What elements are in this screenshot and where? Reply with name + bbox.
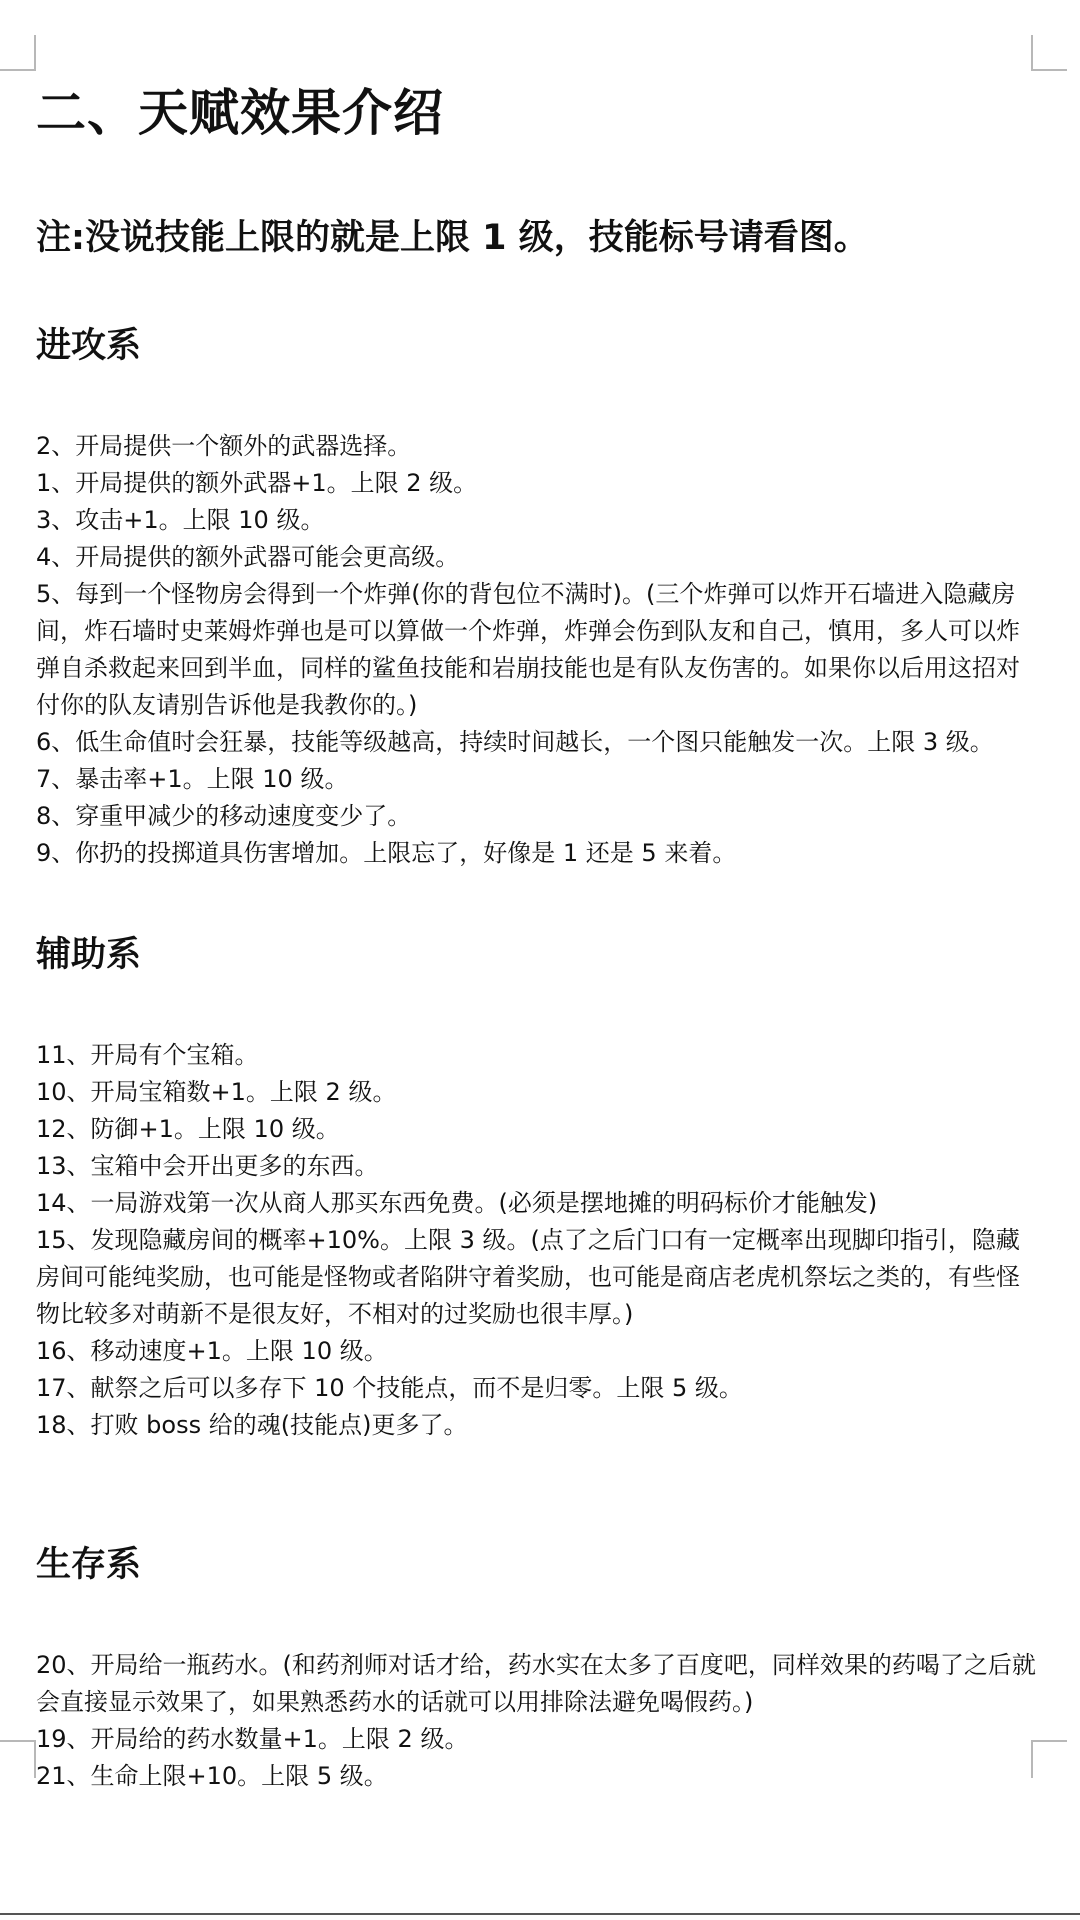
list-item: 4、开局提供的额外武器可能会更高级。: [36, 543, 460, 571]
list-item: 18、打败 boss 给的魂(技能点)更多了。: [36, 1411, 468, 1439]
section-offense: [36, 321, 1042, 872]
list-item: 1、开局提供的额外武器+1。上限 2 级。: [36, 469, 478, 497]
list-item: 12、防御+1。上限 10 级。: [36, 1115, 340, 1143]
crop-mark-top-right: [1031, 35, 1067, 71]
note-text: 注:没说技能上限的就是上限 1 级，技能标号请看图。: [36, 218, 869, 258]
list-item: 9、你扔的投掷道具伤害增加。上限忘了，好像是 1 还是 5 来着。: [36, 839, 737, 867]
talent-list: [36, 1037, 1042, 1444]
page-title: 二、天赋效果介绍: [36, 84, 444, 142]
list-item: 5、每到一个怪物房会得到一个炸弹(你的背包位不满时)。(三个炸弹可以炸开石墙进入隐藏房间，炸石墙时史莱姆炸弹也是可以算做一个炸弹，炸弹会伤到队友和自己，慎用，多人可以炸弹自杀救起来回到半血，同样的鲨鱼技能和岩崩技能也是有队友伤害的。如果你以后用这招对付你的队友请别告诉他是我教你的。): [36, 580, 1020, 719]
talent-list: [36, 1647, 1042, 1795]
list-item: 21、生命上限+10。上限 5 级。: [36, 1762, 388, 1790]
list-item: 13、宝箱中会开出更多的东西。: [36, 1152, 379, 1180]
list-item: 17、献祭之后可以多存下 10 个技能点，而不是归零。上限 5 级。: [36, 1374, 743, 1402]
list-item: 6、低生命值时会狂暴，技能等级越高，持续时间越长，一个图只能触发一次。上限 3 级。: [36, 728, 994, 756]
section-title: 生存系: [36, 1545, 142, 1585]
list-item: 16、移动速度+1。上限 10 级。: [36, 1337, 388, 1365]
list-item: 2、开局提供一个额外的武器选择。: [36, 432, 412, 460]
crop-mark-top-left: [0, 35, 36, 71]
list-item: 3、攻击+1。上限 10 级。: [36, 506, 325, 534]
crop-mark-bottom-left: [0, 1740, 36, 1778]
list-item: 15、发现隐藏房间的概率+10%。上限 3 级。(点了之后门口有一定概率出现脚印指引，隐藏房间可能纯奖励，也可能是怪物或者陷阱守着奖励，也可能是商店老虎机祭坛之类的，有些怪物比较多对萌新不是很友好，不相对的过奖励也很丰厚。): [36, 1226, 1020, 1328]
document-page: [36, 78, 1042, 1795]
section-title: 辅助系: [36, 935, 142, 975]
section-survival: [36, 1540, 1042, 1795]
bottom-divider: [0, 1913, 1080, 1915]
list-item: 7、暴击率+1。上限 10 级。: [36, 765, 349, 793]
talent-list: [36, 428, 1042, 872]
list-item: 19、开局给的药水数量+1。上限 2 级。: [36, 1725, 469, 1753]
list-item: 10、开局宝箱数+1。上限 2 级。: [36, 1078, 397, 1106]
list-item: 11、开局有个宝箱。: [36, 1041, 259, 1069]
section-support: [36, 930, 1042, 1444]
list-item: 20、开局给一瓶药水。(和药剂师对话才给，药水实在太多了百度吧，同样效果的药喝了之后就会直接显示效果了，如果熟悉药水的话就可以用排除法避免喝假药。): [36, 1651, 1036, 1716]
list-item: 14、一局游戏第一次从商人那买东西免费。(必须是摆地摊的明码标价才能触发): [36, 1189, 878, 1217]
section-title: 进攻系: [36, 326, 142, 366]
list-item: 8、穿重甲减少的移动速度变少了。: [36, 802, 412, 830]
